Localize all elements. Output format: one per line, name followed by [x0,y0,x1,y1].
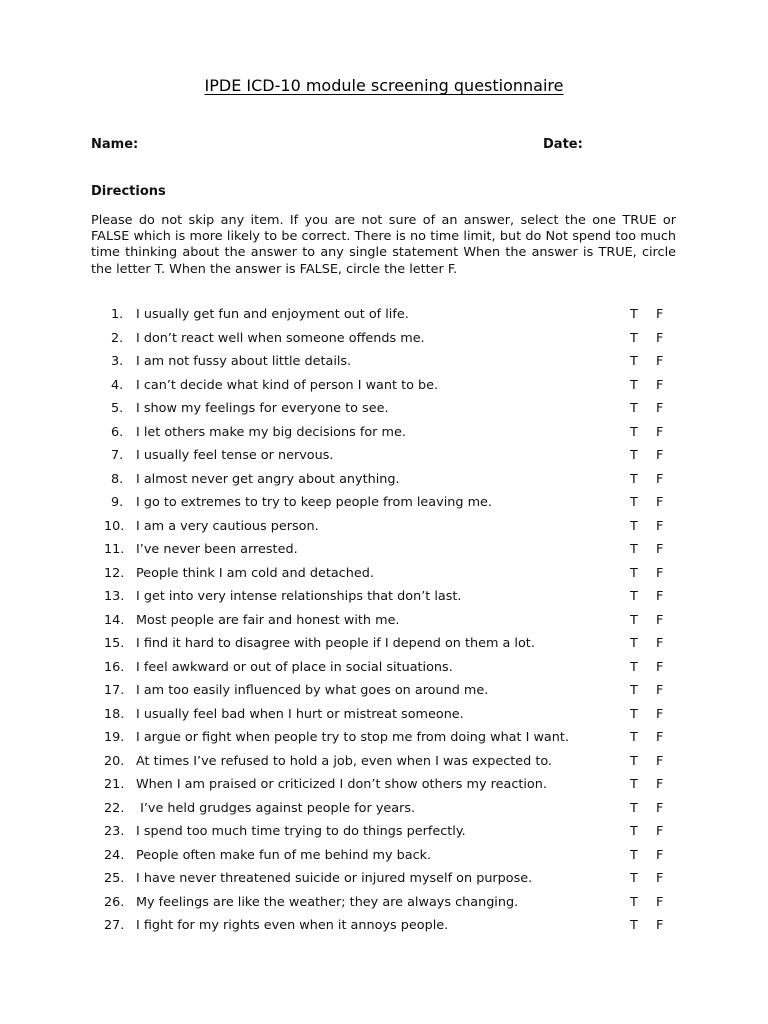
false-option[interactable]: F [656,307,664,322]
list-item [0,446,768,470]
question-list [0,305,768,940]
true-option[interactable]: T [630,871,638,886]
false-option[interactable]: F [656,448,664,463]
false-option[interactable]: F [656,636,664,651]
item-number: 3. [111,354,124,369]
false-option[interactable]: F [656,847,664,863]
list-item [0,869,768,893]
false-option[interactable]: F [656,495,664,510]
true-option[interactable]: T [630,847,638,863]
list-item [0,799,768,823]
list-item [0,493,768,517]
list-item [0,305,768,329]
directions-heading: Directions [91,184,166,199]
item-statement: When I am praised or criticized I don’t show others my reaction. [136,777,547,792]
item-number: 18. [104,706,125,722]
item-number: 25. [104,871,125,886]
true-option[interactable]: T [630,495,638,510]
item-number: 21. [104,777,125,792]
item-statement: I argue or fight when people try to stop me from doing what I want. [136,730,569,745]
true-option[interactable]: T [630,565,638,581]
false-option[interactable]: F [656,824,664,839]
true-option[interactable]: T [630,589,638,604]
item-number: 8. [111,471,124,487]
false-option[interactable]: F [656,800,664,816]
item-statement: I almost never get angry about anything. [136,471,400,487]
item-statement: At times I’ve refused to hold a job, even when I was expected to. [136,753,553,769]
false-option[interactable]: F [656,918,664,933]
true-option[interactable]: T [630,753,638,769]
item-statement: I feel awkward or out of place in social situations. [136,659,453,675]
item-statement: People often make fun of me behind my back. [136,847,432,863]
true-option[interactable]: T [630,894,638,910]
item-number: 11. [104,542,125,557]
item-statement: I spend too much time trying to do things perfectly. [136,824,466,839]
true-option[interactable]: T [630,448,638,463]
false-option[interactable]: F [656,330,664,346]
true-option[interactable]: T [630,777,638,792]
item-statement: I’ve held grudges against people for years. [136,800,416,816]
item-statement: I get into very intense relationships that don’t last. [136,589,462,604]
true-option[interactable]: T [630,518,638,534]
item-number: 1. [111,307,124,322]
item-number: 19. [104,730,125,745]
true-option[interactable]: T [630,471,638,487]
false-option[interactable]: F [656,683,664,698]
list-item [0,728,768,752]
item-statement: I have never threatened suicide or injured myself on purpose. [136,871,533,886]
list-item [0,587,768,611]
item-number: 2. [111,330,124,346]
item-statement: I’ve never been arrested. [136,542,298,557]
false-option[interactable]: F [656,753,664,769]
list-item [0,352,768,376]
name-label: Name: [91,137,139,152]
page-title: IPDE ICD-10 module screening questionnaire [204,76,564,95]
list-item [0,846,768,870]
item-statement: I am not fussy about little details. [136,354,352,369]
false-option[interactable]: F [656,589,664,604]
false-option[interactable]: F [656,518,664,534]
item-number: 24. [104,847,125,863]
date-label: Date: [543,137,583,152]
item-number: 26. [104,894,125,910]
list-item [0,893,768,917]
item-statement: I fight for my rights even when it annoys people. [136,918,449,933]
list-item [0,540,768,564]
item-number: 27. [104,918,125,933]
item-number: 13. [104,589,125,604]
true-option[interactable]: T [630,683,638,698]
false-option[interactable]: F [656,777,664,792]
false-option[interactable]: F [656,354,664,369]
item-number: 23. [104,824,125,839]
item-number: 12. [104,565,125,581]
false-option[interactable]: F [656,706,664,722]
item-number: 15. [104,636,125,651]
item-statement: I am too easily influenced by what goes on around me. [136,683,489,698]
true-option[interactable]: T [630,307,638,322]
list-item [0,399,768,423]
item-number: 9. [111,495,124,510]
list-item [0,611,768,635]
list-item [0,752,768,776]
true-option[interactable]: T [630,636,638,651]
item-number: 5. [111,401,124,416]
item-number: 4. [111,377,124,393]
list-item [0,329,768,353]
item-statement: I usually feel tense or nervous. [136,448,334,463]
false-option[interactable]: F [656,612,664,628]
item-statement: I usually feel bad when I hurt or mistreat someone. [136,706,464,722]
false-option[interactable]: F [656,659,664,675]
item-number: 20. [104,753,125,769]
true-option[interactable]: T [630,800,638,816]
false-option[interactable]: F [656,871,664,886]
false-option[interactable]: F [656,424,664,440]
true-option[interactable]: T [630,659,638,675]
list-item [0,423,768,447]
item-statement: I can’t decide what kind of person I want to be. [136,377,439,393]
true-option[interactable]: T [630,730,638,745]
item-number: 17. [104,683,125,698]
false-option[interactable]: F [656,377,664,393]
true-option[interactable]: T [630,542,638,557]
item-statement: I let others make my big decisions for me. [136,424,406,440]
item-number: 16. [104,659,125,675]
item-statement: Most people are fair and honest with me. [136,612,400,628]
directions-text: Please do not skip any item. If you are not sure of an answer, select the one TRUE or FALSE which is more likely to be correct. There is no time limit, but do Not spend too much time thinking about the answer to any single statement When the answer is TRUE, circle the letter T. When the answer is FALSE, circle the letter F. [91,213,676,277]
item-statement: I go to extremes to try to keep people from leaving me. [136,495,492,510]
item-number: 22. [104,800,125,816]
true-option[interactable]: T [630,706,638,722]
true-option[interactable]: T [630,401,638,416]
false-option[interactable]: F [656,401,664,416]
list-item [0,916,768,940]
list-item [0,658,768,682]
false-option[interactable]: F [656,565,664,581]
list-item [0,564,768,588]
item-statement: I don’t react well when someone offends me. [136,330,425,346]
true-option[interactable]: T [630,918,638,933]
true-option[interactable]: T [630,354,638,369]
true-option[interactable]: T [630,612,638,628]
false-option[interactable]: F [656,894,664,910]
true-option[interactable]: T [630,377,638,393]
item-statement: I am a very cautious person. [136,518,319,534]
item-number: 6. [111,424,124,440]
list-item [0,681,768,705]
item-statement: People think I am cold and detached. [136,565,374,581]
true-option[interactable]: T [630,424,638,440]
false-option[interactable]: F [656,542,664,557]
list-item [0,517,768,541]
false-option[interactable]: F [656,730,664,745]
list-item [0,470,768,494]
item-statement: My feelings are like the weather; they are always changing. [136,894,519,910]
list-item [0,822,768,846]
item-number: 14. [104,612,125,628]
list-item [0,775,768,799]
false-option[interactable]: F [656,471,664,487]
item-number: 7. [111,448,124,463]
item-number: 10. [104,518,125,534]
true-option[interactable]: T [630,330,638,346]
item-statement: I find it hard to disagree with people if I depend on them a lot. [136,636,535,651]
item-statement: I usually get fun and enjoyment out of life. [136,307,409,322]
list-item [0,634,768,658]
item-statement: I show my feelings for everyone to see. [136,401,389,416]
list-item [0,705,768,729]
true-option[interactable]: T [630,824,638,839]
list-item [0,376,768,400]
